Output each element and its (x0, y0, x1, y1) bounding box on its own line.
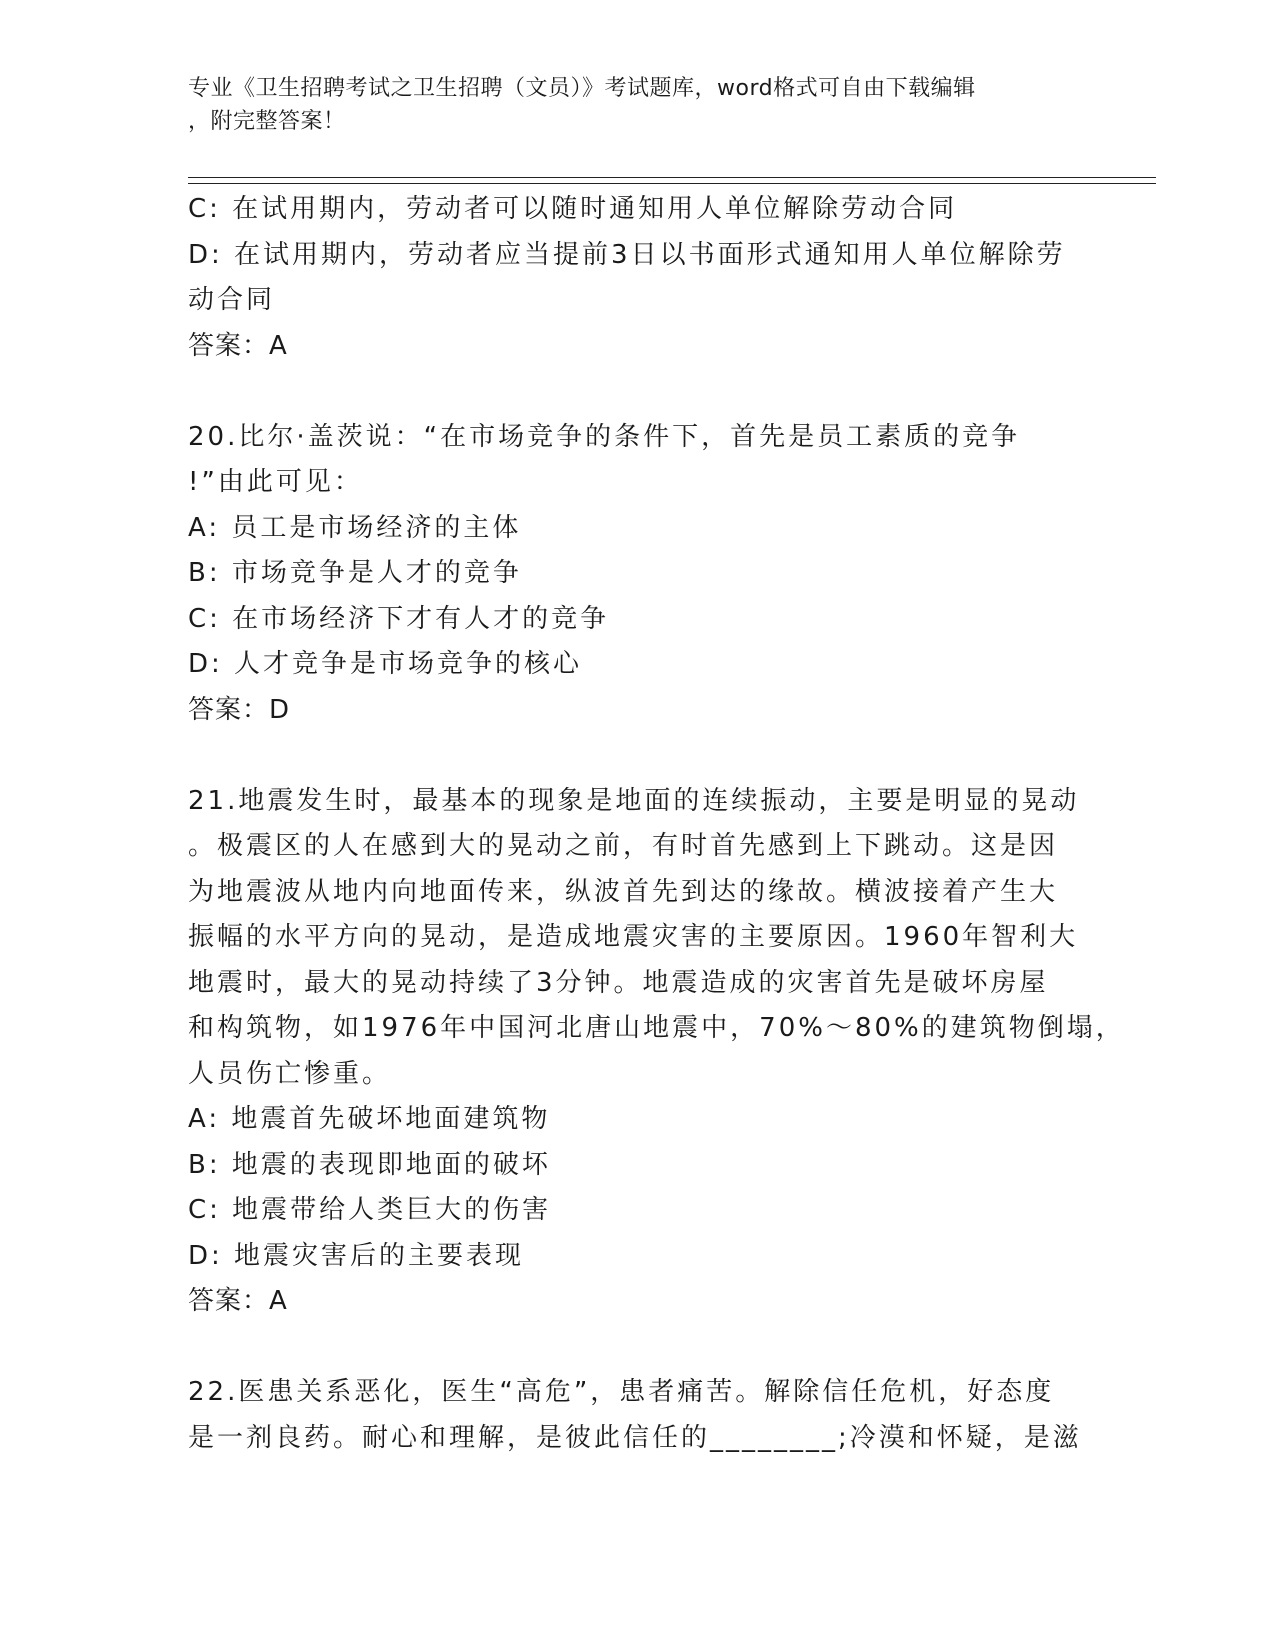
document-body (188, 187, 1125, 1461)
answer: 答案：A (188, 330, 288, 361)
option-a: A: 地震首先破坏地面建筑物 (188, 1104, 551, 1134)
option-d: D: 地震灾害后的主要表现 (188, 1240, 525, 1271)
option-c: C: 地震带给人类巨大的伤害 (188, 1195, 552, 1225)
spacer (188, 369, 1088, 415)
option-c: C: 在市场经济下才有人才的竞争 (188, 603, 610, 634)
question-stem: 22.医患关系恶化，医生“高危”，患者痛苦。解除信任危机，好态度 (188, 1377, 1055, 1407)
document-header (188, 72, 1068, 138)
question-stem: 21.地震发生时，最基本的现象是地面的连续振动，主要是明显的晃动 (188, 785, 1080, 816)
option-b: B: 地震的表现即地面的破坏 (188, 1149, 551, 1180)
question-stem: 地震时，最大的晃动持续了3分钟。地震造成的灾害首先是破坏房屋 (188, 967, 1049, 998)
question-20 (188, 415, 1088, 734)
header-line-2: ，附完整答案！ (188, 109, 346, 134)
answer: 答案：D (188, 694, 291, 725)
question-stem: 是一剂良药。耐心和理解，是彼此信任的________;冷漠和怀疑，是滋 (188, 1422, 1082, 1453)
question-stem: 和构筑物，如1976年中国河北唐山地震中，70%～80%的建筑物倒塌， (188, 1013, 1125, 1043)
question-stem: 为地震波从地内向地面传来，纵波首先到达的缘故。横波接着产生大 (188, 876, 1059, 907)
option-a: A: 员工是市场经济的主体 (188, 512, 522, 543)
option-c: C: 在试用期内，劳动者可以随时通知用人单位解除劳动合同 (188, 194, 958, 224)
question-22 (188, 1370, 1088, 1461)
question-stem: 人员伤亡惨重。 (188, 1058, 392, 1089)
header-rule-bottom (188, 183, 1156, 184)
option-d-continued: 动合同 (188, 285, 276, 315)
answer: 答案：A (188, 1286, 288, 1316)
option-d: D: 在试用期内，劳动者应当提前3日以书面形式通知用人单位解除劳 (188, 239, 1066, 270)
spacer (188, 1325, 1088, 1371)
question-21 (188, 779, 1125, 1325)
question-stem: 。极震区的人在感到大的晃动之前，有时首先感到上下跳动。这是因 (188, 831, 1059, 861)
header-line-1: 专业《卫生招聘考试之卫生招聘（文员）》考试题库，word格式可自由下载编辑 (188, 76, 976, 101)
option-b: B: 市场竞争是人才的竞争 (188, 558, 522, 588)
option-d: D: 人才竞争是市场竞争的核心 (188, 649, 583, 679)
question-stem: 振幅的水平方向的晃动，是造成地震灾害的主要原因。1960年智利大 (188, 922, 1079, 952)
header-rule-top (188, 177, 1156, 178)
spacer (188, 733, 1088, 779)
question-stem: 20.比尔·盖茨说：“在市场竞争的条件下，首先是员工素质的竞争 (188, 421, 1021, 452)
question-19-tail (188, 187, 1088, 369)
question-stem: !”由此可见： (188, 467, 363, 497)
